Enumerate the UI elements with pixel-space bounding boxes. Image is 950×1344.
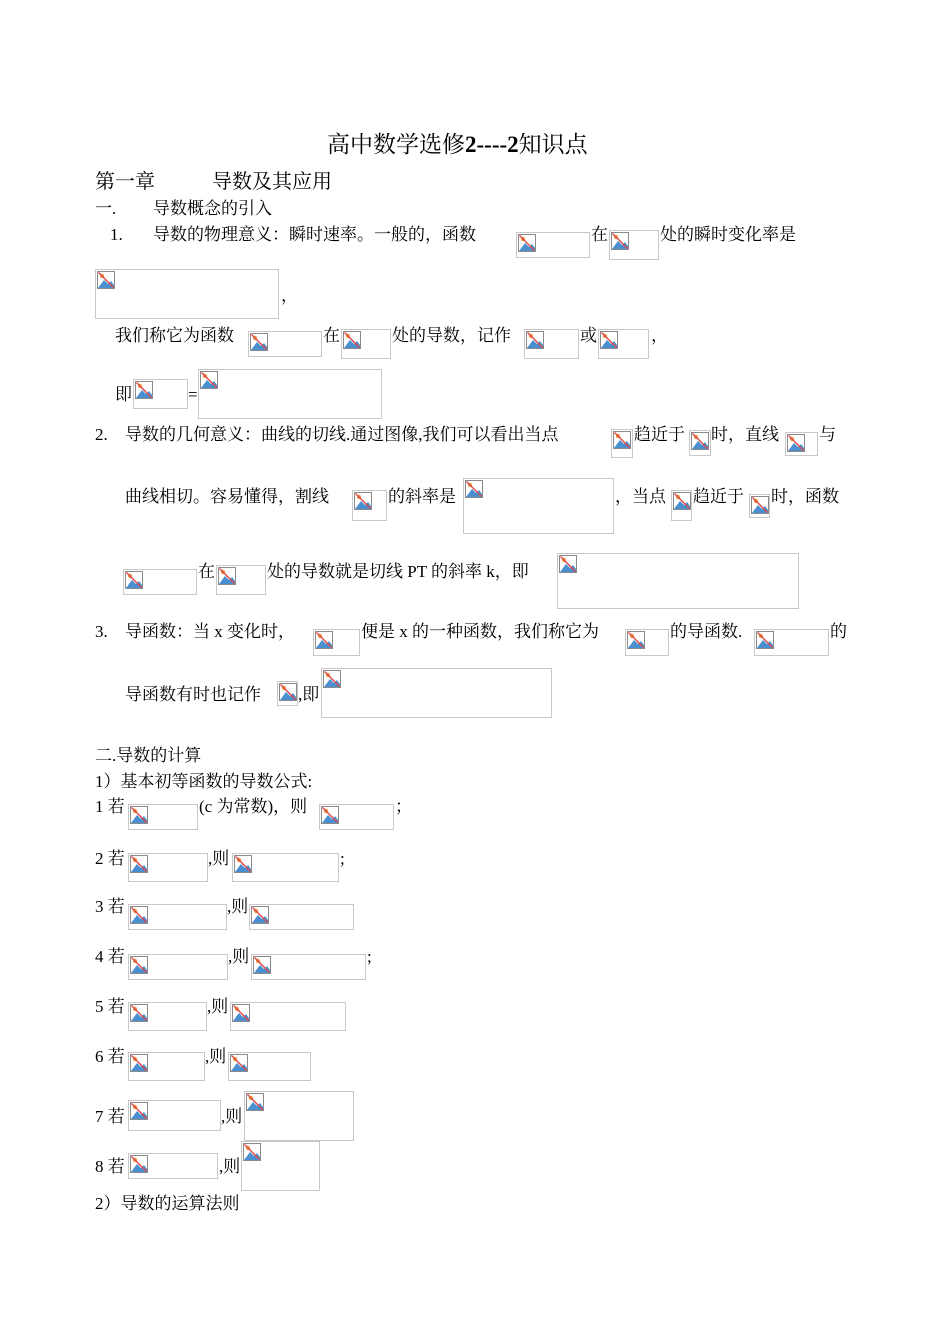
text: (c 为常数)，则 [199,797,308,816]
formula-image [319,804,394,830]
formula-image [198,369,382,419]
text: ,则 [227,897,249,916]
text: 处的导数，记作 [392,326,511,345]
text: ,则 [221,1107,243,1126]
text: ， [651,326,668,345]
text: ,即 [298,685,320,704]
formula-image [749,494,770,518]
formula-image [251,954,366,980]
formula-image [244,1091,354,1141]
formula-number: 8 若 [95,1157,125,1176]
formula-image [321,668,552,718]
formula-image [689,430,711,456]
formula-image [128,853,208,882]
text: 时，函数 [771,487,839,506]
text: 曲线相切。容易懂得，割线 [125,487,329,506]
text: 时，直线 [711,425,779,444]
text: = [188,385,198,404]
formula-number: 4 若 [95,947,125,966]
formula-image [128,1002,207,1031]
text: 的 [830,622,847,641]
text: ,则 [207,997,229,1016]
formula-number: 2 若 [95,849,125,868]
formula-image [516,232,590,258]
formula-image [277,681,298,706]
text: 导函数：当 x 变化时， [125,622,295,641]
formula-image [249,904,354,930]
text: 导数的物理意义：瞬时速率。一般的，函数 [153,225,476,244]
text: 便是 x 的一种函数，我们称它为 [361,622,599,641]
formula-image [128,954,228,980]
text: 趋近于 [693,487,744,506]
formula-image [123,569,197,595]
formula-image [128,904,227,930]
subsection-title: 2）导数的运算法则 [95,1194,240,1213]
text: 即 [115,385,132,404]
text: 处的导数就是切线 PT 的斜率 k，即 [267,562,529,581]
formula-image [232,853,339,882]
text: 与 [819,425,836,444]
document-title: 高中数学选修2----2知识点 [327,132,588,157]
item-number: 2. [95,425,108,444]
formula-number: 6 若 [95,1047,125,1066]
text: ,则 [219,1157,241,1176]
subsection-title: 1）基本初等函数的导数公式: [95,772,313,791]
text: 我们称它为函数 [115,326,234,345]
formula-image [463,478,614,534]
chapter-label: 第一章 [95,171,155,193]
text: ， [281,286,298,305]
formula-image [128,804,198,830]
formula-number: 5 若 [95,997,125,1016]
formula-image [128,1100,221,1131]
section-title: 导数概念的引入 [153,199,272,218]
formula-image [128,1052,205,1081]
formula-image [611,429,633,458]
text: 处的瞬时变化率是 [660,225,796,244]
text: 或 [580,326,597,345]
formula-number: 3 若 [95,897,125,916]
text: 在 [323,326,340,345]
formula-number: 7 若 [95,1107,125,1126]
text: 导函数有时也记作 [125,685,261,704]
formula-image [248,331,322,357]
text: 在 [198,562,215,581]
text: 在 [591,225,608,244]
formula-image [341,329,391,359]
formula-image [524,329,579,359]
chapter-name: 导数及其应用 [212,171,332,193]
formula-image [625,629,669,656]
formula-image [241,1141,320,1191]
formula-image [671,490,692,521]
formula-image [133,379,188,409]
item-number: 3. [95,622,108,641]
text: ,则 [228,947,250,966]
formula-image [754,629,829,656]
text: ,则 [208,849,230,868]
text: 的导函数. [670,622,743,641]
section-title: 二.导数的计算 [95,746,202,765]
text: ，当点 [615,487,666,506]
text: ; [367,947,372,966]
text: 导数的几何意义：曲线的切线.通过图像,我们可以看出当点 [125,425,559,444]
formula-number: 1 若 [95,797,125,816]
formula-image [95,269,279,319]
formula-image [128,1153,218,1179]
formula-image [352,490,387,521]
formula-image [230,1002,346,1031]
text: ,则 [205,1047,227,1066]
item-number: 1. [110,225,123,244]
text: 的斜率是 [388,487,456,506]
formula-image [598,329,649,359]
formula-image [785,432,818,456]
formula-image [228,1052,311,1081]
text: ； [395,797,412,816]
formula-image [313,629,360,656]
formula-image [609,230,659,260]
formula-image [216,565,266,595]
text: 趋近于 [634,425,685,444]
formula-image [557,553,799,609]
section-number: 一. [95,199,117,218]
text: ; [340,849,345,868]
